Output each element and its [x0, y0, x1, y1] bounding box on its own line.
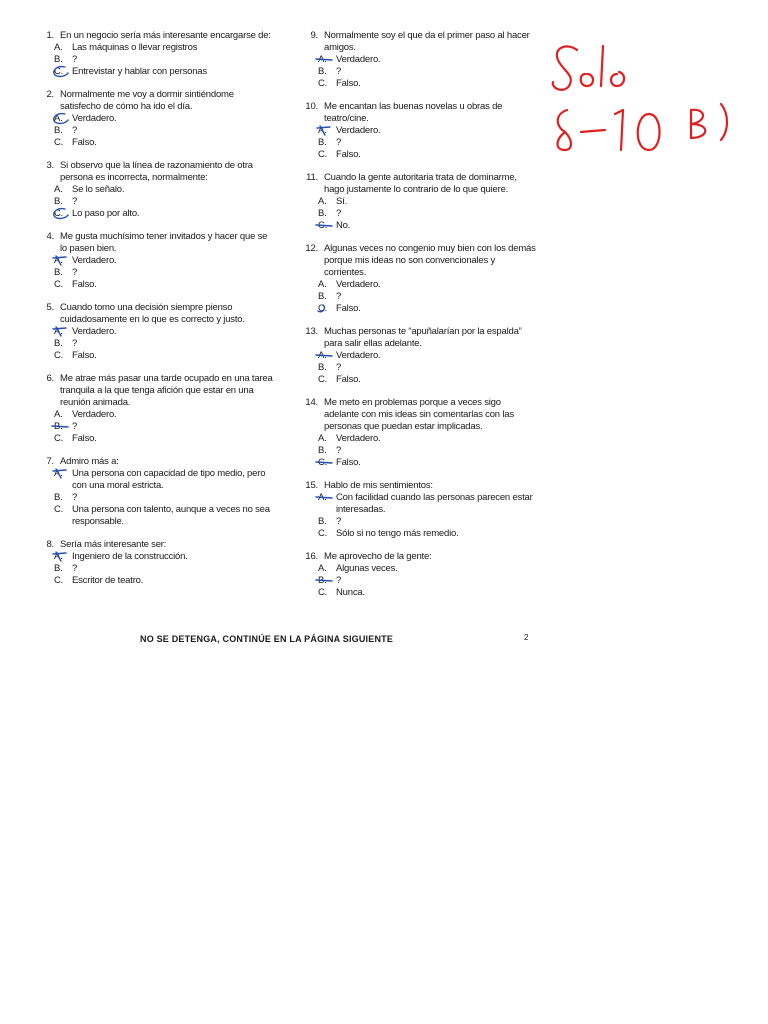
- option-letter: [318, 433, 336, 445]
- option-letter-text: A.: [318, 196, 327, 207]
- option-text: Verdadero.: [336, 54, 381, 65]
- answer-option[interactable]: [298, 78, 538, 90]
- question-number: 1.: [46, 30, 54, 41]
- question-item: [298, 101, 538, 161]
- option-letter: [54, 433, 72, 445]
- option-letter-text: A.: [54, 42, 63, 53]
- option-letter-text: A.: [54, 551, 63, 562]
- option-text: Falso.: [72, 279, 97, 290]
- question-item: [298, 326, 538, 386]
- option-text: Las máquinas o llevar registros: [72, 42, 198, 53]
- option-letter: [54, 338, 72, 350]
- question-text: Cuando la gente autoritaria trata de dominarme, hago justamente lo contrario de lo que quiere.: [324, 172, 517, 195]
- option-letter-text: A.: [318, 563, 327, 574]
- option-letter: [54, 551, 72, 563]
- question-text: Me atrae más pasar una tarde ocupado en una tarea tranquila a la que tenga afición que estar en una reunión animada.: [60, 373, 273, 408]
- question-number: 16.: [305, 551, 318, 562]
- option-letter-text: C.: [318, 457, 328, 468]
- question-number: 2.: [46, 89, 54, 100]
- option-text: Algunas veces.: [336, 563, 398, 574]
- answer-option[interactable]: [34, 504, 274, 528]
- option-letter: [318, 220, 336, 232]
- question-text: Normalmente soy el que da el primer paso al hacer amigos.: [324, 30, 530, 53]
- question-item: [34, 539, 274, 587]
- question-text: Admiro más a:: [60, 456, 119, 467]
- option-letter: [54, 196, 72, 208]
- option-letter-text: C.: [54, 504, 64, 515]
- question-item: [298, 243, 538, 315]
- option-letter: [318, 279, 336, 291]
- answer-option[interactable]: [298, 279, 538, 291]
- option-text: No.: [336, 220, 351, 231]
- option-letter: [54, 326, 72, 338]
- answer-option[interactable]: [298, 149, 538, 161]
- option-text: ?: [72, 563, 78, 574]
- option-letter-text: B.: [318, 66, 327, 77]
- question-item: [298, 30, 538, 90]
- answer-option[interactable]: [34, 184, 274, 196]
- question-text: Normalmente me voy a dormir sintiéndome satisfecho de cómo ha ido el día.: [60, 89, 234, 112]
- option-letter: [318, 54, 336, 66]
- question-text: Algunas veces no congenio muy bien con los demás porque mis ideas no son convencionales y corrientes.: [324, 243, 536, 278]
- option-text: Verdadero.: [72, 409, 117, 420]
- option-letter: [54, 255, 72, 267]
- option-letter: [318, 528, 336, 540]
- option-letter-text: C.: [54, 279, 64, 290]
- option-text: Verdadero.: [72, 326, 117, 337]
- option-letter: [54, 279, 72, 291]
- option-text: ?: [336, 137, 342, 148]
- question-item: [298, 480, 538, 540]
- answer-option[interactable]: [34, 137, 274, 149]
- answer-option[interactable]: [298, 291, 538, 303]
- option-letter-text: C.: [54, 137, 64, 148]
- option-letter-text: B.: [54, 54, 63, 65]
- option-letter-text: C.: [318, 220, 328, 231]
- answer-option[interactable]: [34, 409, 274, 421]
- answer-option[interactable]: [298, 575, 538, 587]
- option-text: ?: [72, 492, 78, 503]
- answer-option[interactable]: [298, 563, 538, 575]
- option-text: Nunca.: [336, 587, 365, 598]
- option-text: ?: [336, 208, 342, 219]
- option-text: ?: [72, 267, 78, 278]
- option-letter-text: B.: [54, 492, 63, 503]
- option-letter: [318, 374, 336, 386]
- option-text: ?: [72, 125, 78, 136]
- option-letter-text: C.: [54, 350, 64, 361]
- option-letter: [54, 54, 72, 66]
- answer-option[interactable]: [34, 279, 274, 291]
- question-text: Cuando tomo una decisión siempre pienso cuidadosamente en lo que es correcto y justo.: [60, 302, 245, 325]
- answer-option[interactable]: [34, 338, 274, 350]
- question-number: 3.: [46, 160, 54, 171]
- answer-option[interactable]: [298, 587, 538, 599]
- question-number: 10.: [305, 101, 318, 112]
- question-number: 12.: [305, 243, 318, 254]
- page-number: 2: [524, 633, 529, 642]
- question-text: Sería más interesante ser:: [60, 539, 167, 550]
- option-letter-text: A.: [54, 409, 63, 420]
- answer-option[interactable]: [298, 492, 538, 516]
- answer-option[interactable]: [34, 563, 274, 575]
- question-number: 8.: [46, 539, 54, 550]
- option-letter-text: A.: [54, 184, 63, 195]
- answer-option[interactable]: [34, 350, 274, 362]
- answer-option[interactable]: [298, 457, 538, 469]
- option-text: ?: [72, 196, 78, 207]
- option-letter: [318, 78, 336, 90]
- question-text: En un negocio sería más interesante encargarse de:: [60, 30, 271, 41]
- option-letter-text: B.: [54, 421, 63, 432]
- option-letter-text: B.: [318, 291, 327, 302]
- option-text: Falso.: [72, 433, 97, 444]
- option-letter-text: B.: [318, 208, 327, 219]
- answer-option[interactable]: [298, 125, 538, 137]
- option-text: ?: [336, 516, 342, 527]
- option-letter-text: B.: [54, 196, 63, 207]
- answer-option[interactable]: [298, 362, 538, 374]
- answer-option[interactable]: [298, 208, 538, 220]
- answer-option[interactable]: [298, 54, 538, 66]
- option-text: Una persona con capacidad de tipo medio, pero con una moral estricta.: [72, 468, 266, 491]
- option-text: ?: [336, 575, 342, 586]
- question-item: [34, 89, 274, 149]
- option-letter-text: C.: [318, 374, 328, 385]
- option-letter: [318, 125, 336, 137]
- option-letter: [318, 575, 336, 587]
- option-letter-text: B.: [54, 267, 63, 278]
- answer-option[interactable]: [34, 208, 274, 220]
- question-item: [34, 30, 274, 78]
- question-text: Si observo que la línea de razonamiento de otra persona es incorrecta, normalmente:: [60, 160, 253, 183]
- option-text: Sólo si no tengo más remedio.: [336, 528, 459, 539]
- answer-option[interactable]: [34, 113, 274, 125]
- question-number: 9.: [310, 30, 318, 41]
- answer-option[interactable]: [34, 66, 274, 78]
- answer-option[interactable]: [298, 303, 538, 315]
- handwritten-note-drawing: [545, 38, 755, 158]
- option-letter: [318, 445, 336, 457]
- question-number: 14.: [305, 397, 318, 408]
- option-letter: [54, 113, 72, 125]
- option-letter: [54, 504, 72, 528]
- option-letter-text: A.: [54, 255, 63, 266]
- answer-option[interactable]: [298, 445, 538, 457]
- option-letter-text: B.: [318, 362, 327, 373]
- option-letter: [54, 492, 72, 504]
- option-letter: [318, 137, 336, 149]
- option-letter: [318, 457, 336, 469]
- option-text: Escritor de teatro.: [72, 575, 144, 586]
- option-letter: [54, 184, 72, 196]
- option-letter-text: C.: [318, 149, 328, 160]
- answer-option[interactable]: [298, 137, 538, 149]
- question-number: 7.: [46, 456, 54, 467]
- option-text: Ingeniero de la construcción.: [72, 551, 188, 562]
- option-letter: [318, 196, 336, 208]
- option-text: ?: [72, 338, 78, 349]
- option-letter-text: A.: [318, 350, 327, 361]
- option-letter-text: B.: [54, 563, 63, 574]
- question-item: [34, 160, 274, 220]
- option-letter-text: C.: [54, 575, 64, 586]
- left-question-column: [34, 30, 274, 598]
- option-letter: [54, 409, 72, 421]
- answer-option[interactable]: [298, 374, 538, 386]
- option-letter-text: C.: [54, 208, 64, 219]
- answer-option[interactable]: [34, 125, 274, 137]
- answer-option[interactable]: [34, 468, 274, 492]
- option-letter: [318, 149, 336, 161]
- option-letter: [54, 267, 72, 279]
- option-letter-text: C.: [318, 587, 328, 598]
- answer-option[interactable]: [34, 326, 274, 338]
- question-text: Me aprovecho de la gente:: [324, 551, 432, 562]
- option-text: ?: [336, 66, 342, 77]
- option-letter-text: B.: [318, 445, 327, 456]
- option-text: Una persona con talento, aunque a veces no sea responsable.: [72, 504, 270, 527]
- option-letter: [318, 492, 336, 516]
- option-letter: [54, 137, 72, 149]
- question-number: 15.: [305, 480, 318, 491]
- option-letter: [54, 66, 72, 78]
- question-item: [34, 302, 274, 362]
- answer-option[interactable]: [34, 54, 274, 66]
- option-letter-text: A.: [318, 433, 327, 444]
- option-text: Verdadero.: [336, 279, 381, 290]
- option-letter-text: A.: [318, 492, 327, 503]
- option-text: Se lo señalo.: [72, 184, 125, 195]
- option-letter-text: C.: [54, 66, 64, 77]
- answer-option[interactable]: [298, 220, 538, 232]
- option-text: Lo paso por alto.: [72, 208, 140, 219]
- answer-option[interactable]: [34, 433, 274, 445]
- option-letter: [318, 587, 336, 599]
- answer-option[interactable]: [298, 196, 538, 208]
- option-letter-text: A.: [318, 54, 327, 65]
- question-text: Muchas personas te “apuñalarían por la espalda” para salir ellas adelante.: [324, 326, 522, 349]
- option-letter-text: C.: [318, 303, 328, 314]
- continue-footer: NO SE DETENGA, CONTINÚE EN LA PÁGINA SIGUIENTE: [140, 634, 394, 644]
- option-letter-text: A.: [318, 279, 327, 290]
- option-letter: [318, 291, 336, 303]
- question-item: [34, 456, 274, 528]
- option-letter: [54, 421, 72, 433]
- option-text: ?: [72, 421, 78, 432]
- answer-option[interactable]: [34, 421, 274, 433]
- answer-option[interactable]: [34, 551, 274, 563]
- option-letter: [318, 516, 336, 528]
- option-letter-text: B.: [318, 137, 327, 148]
- option-text: Falso.: [336, 78, 361, 89]
- option-letter: [318, 303, 336, 315]
- question-item: [298, 172, 538, 232]
- option-letter-text: B.: [318, 516, 327, 527]
- option-letter-text: C.: [54, 433, 64, 444]
- option-letter: [54, 42, 72, 54]
- question-number: 6.: [46, 373, 54, 384]
- answer-option[interactable]: [298, 350, 538, 362]
- right-question-column: [298, 30, 538, 610]
- option-text: Verdadero.: [336, 350, 381, 361]
- option-text: Falso.: [336, 149, 361, 160]
- option-letter-text: B.: [318, 575, 327, 586]
- question-number: 11.: [306, 172, 318, 183]
- option-letter: [318, 563, 336, 575]
- option-text: Verdadero.: [72, 113, 117, 124]
- option-text: Falso.: [72, 137, 97, 148]
- option-text: Verdadero.: [336, 125, 381, 136]
- option-letter: [318, 208, 336, 220]
- question-text: Me gusta muchísimo tener invitados y hacer que se lo pasen bien.: [60, 231, 268, 254]
- option-text: Con facilidad cuando las personas parecen estar interesadas.: [336, 492, 533, 515]
- option-letter-text: C.: [318, 528, 328, 539]
- question-number: 4.: [46, 231, 54, 242]
- option-letter-text: A.: [318, 125, 327, 136]
- option-letter-text: A.: [54, 468, 63, 479]
- option-letter: [54, 350, 72, 362]
- option-text: Entrevistar y hablar con personas: [72, 66, 207, 77]
- question-number: 13.: [305, 326, 318, 337]
- option-text: Verdadero.: [72, 255, 117, 266]
- option-letter: [54, 208, 72, 220]
- option-text: Falso.: [72, 350, 97, 361]
- question-text: Me meto en problemas porque a veces sigo adelante con mis ideas sin comentarlas con las personas que puedan estar implicadas.: [324, 397, 514, 432]
- question-text: Me encantan las buenas novelas u obras de teatro/cine.: [324, 101, 503, 124]
- answer-option[interactable]: [34, 255, 274, 267]
- option-letter-text: B.: [54, 338, 63, 349]
- option-letter-text: B.: [54, 125, 63, 136]
- option-text: Verdadero.: [336, 433, 381, 444]
- question-item: [298, 551, 538, 599]
- option-letter: [318, 362, 336, 374]
- option-text: Falso.: [336, 374, 361, 385]
- question-text: Hablo de mis sentimientos:: [324, 480, 433, 491]
- option-text: Falso.: [336, 303, 361, 314]
- option-text: ?: [336, 445, 342, 456]
- option-text: Falso.: [336, 457, 361, 468]
- option-letter-text: A.: [54, 113, 63, 124]
- option-text: Sí.: [336, 196, 348, 207]
- option-text: ?: [336, 362, 342, 373]
- option-letter: [318, 66, 336, 78]
- answer-option[interactable]: [298, 516, 538, 528]
- question-item: [34, 231, 274, 291]
- option-text: ?: [336, 291, 342, 302]
- option-letter: [54, 563, 72, 575]
- answer-option[interactable]: [34, 492, 274, 504]
- answer-option[interactable]: [34, 267, 274, 279]
- option-letter-text: A.: [54, 326, 63, 337]
- option-text: ?: [72, 54, 78, 65]
- answer-option[interactable]: [34, 575, 274, 587]
- option-letter: [54, 468, 72, 492]
- answer-option[interactable]: [298, 528, 538, 540]
- question-number: 5.: [46, 302, 54, 313]
- answer-option[interactable]: [34, 196, 274, 208]
- answer-option[interactable]: [298, 433, 538, 445]
- question-item: [34, 373, 274, 445]
- option-letter: [318, 350, 336, 362]
- answer-option[interactable]: [298, 66, 538, 78]
- question-item: [298, 397, 538, 469]
- answer-option[interactable]: [34, 42, 274, 54]
- option-letter-text: C.: [318, 78, 328, 89]
- option-letter: [54, 125, 72, 137]
- option-letter: [54, 575, 72, 587]
